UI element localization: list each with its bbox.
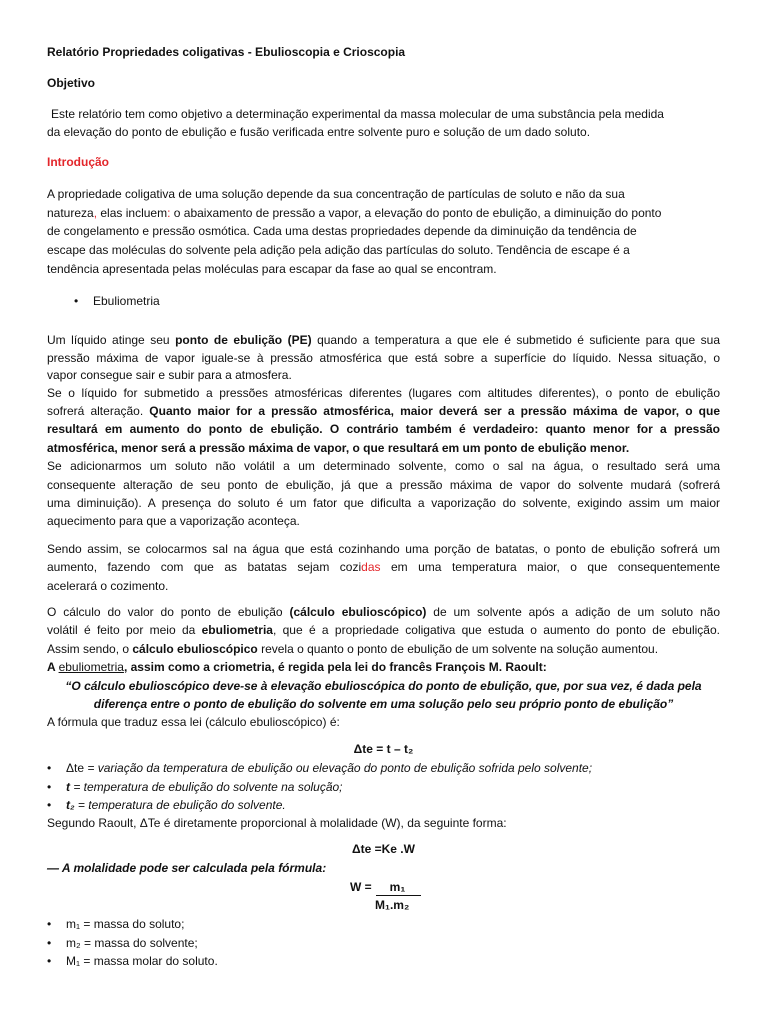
paragraph-text: aquecimento para que a vaporização aconteça. [47,514,300,528]
paragraph-text: em uma temperatura maior, o que consequentemente [380,560,721,574]
bold-statement: resultará em aumento do ponto de ebulição. O contrário também é verdadeiro: quanto menor for a pressão [47,422,720,436]
bullet-ebuliometria [47,292,720,310]
variable-m1 [47,915,720,933]
calculo-line-4 [47,658,720,676]
document-title [47,43,720,61]
raoult-statement [47,814,720,832]
pe-line-11 [47,512,720,530]
variable-m2 [47,934,720,952]
bold-statement: Quanto maior for a pressão atmosférica, maior deverá ser a pressão máxima de vapor, o que [149,404,720,418]
line-content [47,621,720,639]
pe-line-1 [47,331,720,349]
line-content [47,640,658,658]
bold-term: (cálculo ebulioscópico) [289,605,427,619]
intro-line-4 [47,241,720,259]
calculo-line-2 [47,621,720,639]
paragraph-text: Este relatório tem como objetivo a determinação experimental da massa molecular de uma substância pela medida [51,107,664,121]
formula-delta-te [47,740,720,758]
bold-term: cálculo ebulioscópico [132,642,258,656]
line-content [66,759,592,777]
definition: = variação da temperatura de ebulição ou elevação do ponto de ebulição sofrida pelo solvente; [84,761,593,775]
paragraph-text: da elevação do ponto de ebulição e fusão verificada entre solvente puro e solução de um dado soluto. [47,125,591,139]
paragraph-text: Um líquido atinge seu [47,333,176,347]
heading-text: Objetivo [47,76,96,90]
line-content [47,331,720,349]
batatas-line-1 [47,540,720,558]
section-heading-introducao [47,153,720,171]
objetivo-line-1 [47,105,720,123]
bullet-text: Ebuliometria [93,294,160,308]
line-content [47,658,547,676]
quote-text: “O cálculo ebulioscópico deve-se à elevação ebulioscópica do ponto de ebulição, que, por sua vez, é dada pela [65,679,702,693]
intro-line-1 [47,185,720,203]
fraction-denominator: M₁.m₂ [375,898,410,912]
variable-text: m₁ = massa do soluto; [66,917,185,931]
paragraph-text: A fórmula que traduz essa lei (cálculo ebulioscópico) é: [47,715,340,729]
line-content [47,603,720,621]
symbol: t [66,780,70,794]
paragraph-text: sofrerá alteração. [47,404,150,418]
formula-w-denominator [375,896,409,914]
paragraph-text: natureza [47,206,94,220]
definition: = temperatura de ebulição do solvente. [74,798,286,812]
variable-M1 [47,952,720,970]
paragraph-text: o abaixamento de pressão a vapor, a elevação do ponto de ebulição, a diminuição do ponto [170,206,662,220]
red-colon: : [167,206,171,220]
line-content [66,796,286,814]
paragraph-text: vapor consegue sair e subir para a atmosfera. [47,368,292,382]
formula-text: Δte = t – t₂ [353,742,414,756]
legend-item-t2 [47,796,720,814]
paragraph-text: uma diminuição). A presença do soluto é um fator que dificulta a vaporização do solvente, exigindo assim um maior [47,496,720,510]
paragraph-text: elas incluem [97,206,168,220]
objetivo-line-2 [47,123,720,141]
paragraph-text: de congelamento e pressão osmótica. Cada uma destas propriedades depende da diminuição da tendência de [47,224,637,238]
calculo-line-1 [47,603,720,621]
paragraph-text: de um solvente após a adição de um soluto não [426,605,721,619]
paragraph-text: Sendo assim, se colocarmos sal na água que está cozinhando uma porção de batatas, o ponto de ebulição sofrerá um [47,542,720,556]
paragraph-text: Se adicionarmos um soluto não volátil a um determinado solvente, como o sal na água, o resultado será uma [47,459,720,473]
paragraph-text: , que é a propriedade coligativa que estuda o aumento do ponto de ebulição. [272,623,720,637]
paragraph-text: revela o quanto o ponto de ebulição de um solvente na solução aumentou. [257,642,659,656]
bold-text: , assim como a criometria, é regida pela lei do francês François M. Raoult: [123,660,547,674]
legend-item-delta-te [47,759,720,777]
formula-raoult [47,840,720,858]
red-comma: , [93,206,98,220]
paragraph-text: volátil é feito por meio da [47,623,202,637]
variable-text: M₁ = massa molar do soluto. [66,954,218,968]
paragraph-text: quando a temperatura a que ele é submetido é suficiente para que sua [311,333,720,347]
quote-line-2 [47,695,720,713]
bold-term: ebuliometria [201,623,273,637]
formula-intro [47,713,720,731]
paragraph-text: escape das moléculas do solvente pela adição pela adição das partículas do soluto. Tendência de escape é a [47,243,630,257]
pe-line-5 [47,402,720,420]
pe-line-2 [47,349,720,367]
paragraph-text: Se o líquido for submetido a pressões atmosféricas diferentes (lugares com altitudes diferentes), o ponto de ebulição [47,386,720,400]
pe-line-6 [47,420,720,438]
pe-line-4 [47,384,720,402]
intro-line-2 [47,204,720,222]
batatas-line-3 [47,577,720,595]
paragraph-text: O cálculo do valor do ponto de ebulição [47,605,290,619]
paragraph-text: A propriedade coligativa de uma solução depende da sua concentração de partículas de soluto e não da sua [47,187,625,201]
paragraph-text: aumento, fazendo com que as batatas sejam cozi [47,560,362,574]
paragraph-text: acelerará o cozimento. [47,579,169,593]
quote-line-1 [47,677,720,695]
formula-lhs: W = [350,880,372,894]
line-content [66,778,343,796]
pe-line-10 [47,494,720,512]
quote-text: diferença entre o ponto de ebulição do solvente em uma solução pelo seu próprio ponto de ebulição” [93,697,674,711]
line-content [47,558,720,576]
formula-w-numerator [350,878,421,896]
paragraph-text: consequente alteração de seu ponto de ebulição, já que a pressão máxima de vapor do solvente mudará (sofrerá [47,478,720,492]
paragraph-text: Segundo Raoult, ΔTe é diretamente proporcional à molalidade (W), da seguinte forma: [47,816,507,830]
batatas-line-2 [47,558,720,576]
line-content [47,402,720,420]
section-heading-objetivo [47,74,720,92]
symbol: Δte [66,761,85,775]
definition: = temperatura de ebulição do solvente na solução; [70,780,343,794]
pe-line-3 [47,366,720,384]
pe-line-7 [47,439,720,457]
paragraph-text: Assim sendo, o [47,642,133,656]
formula-text: Δte =Ke .W [352,842,415,856]
underlined-term: ebuliometria [58,660,124,674]
paragraph-text: — A molalidade pode ser calculada pela fórmula: [47,861,327,875]
document-title-text: Relatório Propriedades coligativas - Ebulioscopia e Crioscopia [47,45,406,59]
bold-term: ponto de ebulição (PE) [175,333,312,347]
line-content [350,878,421,896]
heading-text: Introdução [47,155,109,169]
bold-text: A [47,660,59,674]
line-content [47,204,661,222]
symbol: t₂ [66,798,75,812]
intro-line-5 [47,260,720,278]
fraction-numerator: m₁ [376,880,422,896]
molalidade-intro [47,859,720,877]
bold-statement: atmosférica, menor será a pressão máxima de vapor, o que resultará em um ponto de ebulição menor. [47,441,630,455]
pe-line-8 [47,457,720,475]
variable-text: m₂ = massa do solvente; [66,936,198,950]
calculo-line-3 [47,640,720,658]
paragraph-text: pressão máxima de vapor iguale-se à pressão atmosférica que está sobre a superfície do líquido. Nessa situação, o [47,351,720,365]
paragraph-text: tendência apresentada pelas moléculas para escapar da fase ao qual se encontram. [47,262,497,276]
intro-line-3 [47,222,720,240]
legend-item-t [47,778,720,796]
pe-line-9 [47,476,720,494]
red-suffix: das [361,560,381,574]
